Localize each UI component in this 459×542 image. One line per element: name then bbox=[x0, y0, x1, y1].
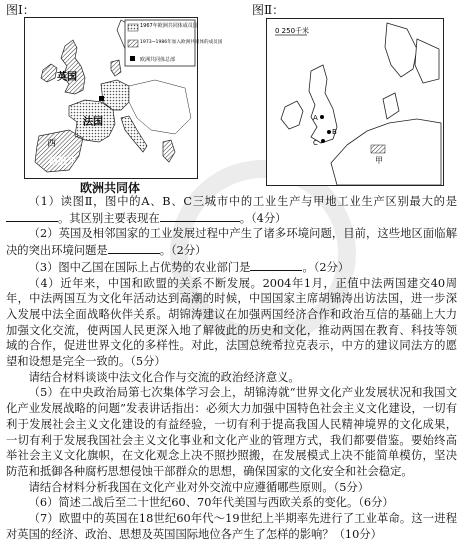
label-spain: 西班牙 bbox=[49, 157, 77, 167]
region-jia-label: 甲 bbox=[375, 156, 383, 165]
label-france: 法国 bbox=[83, 117, 103, 128]
map-european-community bbox=[24, 17, 223, 179]
map2-svg bbox=[267, 19, 443, 185]
scale-text: 0 250千米 bbox=[275, 27, 310, 35]
hq-marker bbox=[99, 96, 104, 101]
label-uk: 英国 bbox=[57, 72, 77, 83]
question-2: （2）英国及相邻国家的工业发展过程中产生了诸多环境问题，目前，这些地区面临解决的突出环境问题是 。（2分） bbox=[6, 227, 457, 258]
legend-1: 1967年欧洲共同体成员国 bbox=[140, 23, 198, 29]
question-5: （5）在中央政治局第七次集体学习会上，胡锦涛就“世界文化产业发展状况和我国文化产业发展战略的问题”发表讲话指出：必须大力加强中国特色社会主义文化建设，一切有利于发展社会主义文化建设的有益经验，一切有利于提高我国人民精神境界的文化成果，一切有利于发展我国社会主义文化事业和文化产业的管理方式，我们都要借鉴。要始终高举社会主义文化旗帜，在文化观念上决不照抄照搬，在发展模式上决不能简单模仿，坚决防范和抵御各种腐朽思想侵蚀干部群众的思想，确保国家的文化安全和社会稳定。 bbox=[6, 386, 457, 478]
map-uk-region bbox=[266, 18, 444, 186]
ireland-shape bbox=[41, 64, 57, 82]
figure1-caption: 欧洲共同体 bbox=[80, 181, 141, 195]
figure1-label: 图Ⅰ： bbox=[6, 3, 35, 17]
answer-blank[interactable] bbox=[250, 259, 302, 271]
question-5-prompt: 请结合材料分析我国在文化产业对外交流中应遵循哪些原则。（5分） bbox=[28, 480, 370, 494]
uk-shape bbox=[61, 40, 85, 94]
answer-blank[interactable] bbox=[108, 242, 160, 254]
map1-svg bbox=[25, 18, 223, 178]
question-6: （6）简述二战后至二十世纪60、70年代美国与西欧关系的变化。（6分） bbox=[28, 496, 394, 510]
question-1: （1）读图Ⅱ，图中的A、B、C三城市中的工业生产与甲地工业生产区别最大的是。其区别主要表现在 。（4分） bbox=[6, 194, 457, 226]
question-4-prompt: 请结合材料谈谈中法文化合作与交流的政治经济意义。 bbox=[28, 370, 300, 384]
answer-blank[interactable] bbox=[160, 210, 240, 222]
legend-2: 1973~1986年加入欧洲共同体的成员国 bbox=[140, 40, 223, 45]
question-4: （4）近年来，中国和欧盟的关系不断发展。2004年1月，正值中法两国建交40周年，中法两国互为文化年活动达到高潮的时候，中国国家主席胡锦涛出访法国，进一步深入发展中法全面战略伙伴关系。胡锦涛建议在加强两国经济合作和政治互信的基础上大力加强文化交流，使两国人民更深入地了解彼此的历史和文化，推动两国在教育、科技等领域的合作，促进世界文化的多样性。对此，法国总统希拉克表示，中方的建议同法方的愿望和设想是完全一致的。（5分） bbox=[6, 276, 457, 369]
figure2-label: 图Ⅱ： bbox=[252, 3, 285, 17]
answer-blank[interactable] bbox=[6, 210, 58, 222]
denmark-shape bbox=[111, 60, 121, 76]
question-7: （7）欧盟中的英国在18世纪60年代～19世纪上半期率先进行了工业革命。这一进程对英国的经济、政治、思想及英国国际地位各产生了怎样的影响？（10分） bbox=[6, 512, 457, 541]
question-3: （3）图中乙国在国际上占优势的农业部门是 。（2分） bbox=[28, 260, 350, 274]
greece-shape bbox=[163, 140, 175, 162]
city-a-label: A bbox=[313, 114, 318, 122]
legend-3: 欧洲共同体总部 bbox=[140, 57, 176, 63]
city-c-label: C bbox=[313, 139, 318, 147]
label-west: 西 bbox=[47, 139, 57, 149]
city-b-label: B bbox=[332, 128, 337, 136]
question-text bbox=[6, 194, 457, 542]
